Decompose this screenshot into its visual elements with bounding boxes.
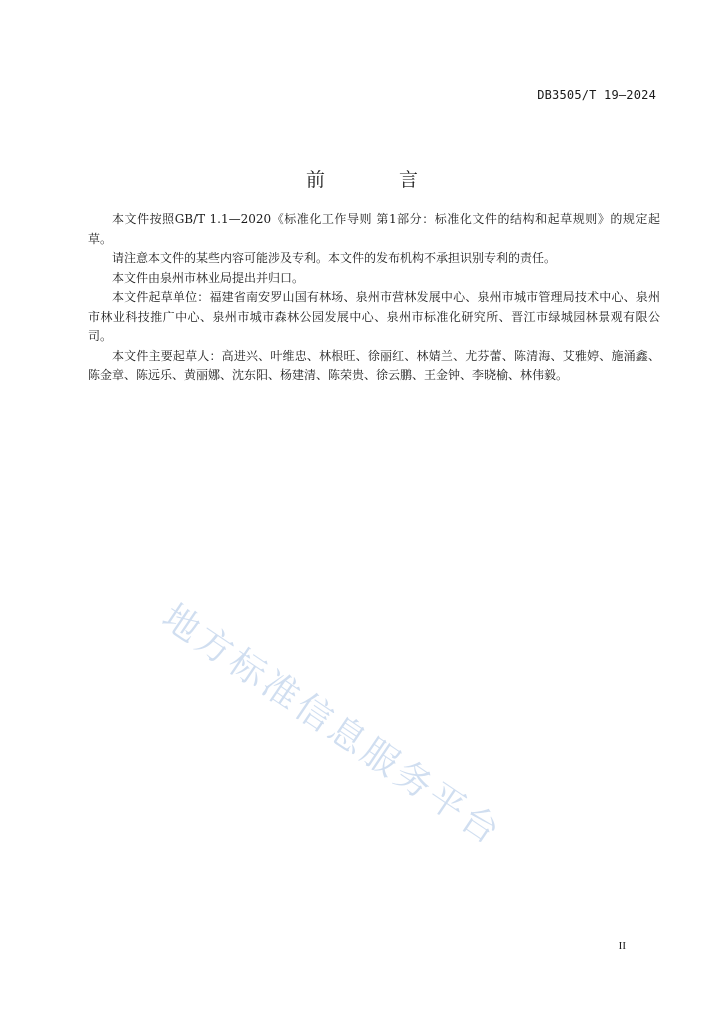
page-title: 前 言 [305, 168, 453, 191]
paragraph-drafting-units: 本文件起草单位：福建省南安罗山国有林场、泉州市营林发展中心、泉州市城市管理局技术中心、泉州市林业科技推广中心、泉州市城市森林公园发展中心、泉州市标准化研究所、晋江市绿城园林景观有限公司。 [88, 290, 660, 343]
foreword-body [88, 210, 660, 386]
document-code: DB3505/T 19—2024 [537, 88, 656, 102]
paragraph-proposer: 本文件由泉州市林业局提出并归口。 [112, 270, 305, 285]
paragraph-drafters: 本文件主要起草人：高进兴、叶维忠、林根旺、徐丽红、林婧兰、尤芬蕾、陈清海、艾雅婷、施涌鑫、陈金章、陈远乐、黄丽娜、沈东阳、杨建清、陈荣贵、徐云鹏、王金钟、李晓榆、林伟毅。 [88, 348, 660, 382]
page-number: II [618, 940, 626, 952]
paragraph-patent-notice: 请注意本文件的某些内容可能涉及专利。本文件的发布机构不承担识别专利的责任。 [112, 251, 557, 265]
watermark: 地方标准信息服务平台 [154, 596, 510, 855]
paragraph-drafting-rules: 本文件按照GB/T 1.1—2020《标准化工作导则 第1部分：标准化文件的结构和起草规则》的规定起草。 [88, 212, 660, 246]
